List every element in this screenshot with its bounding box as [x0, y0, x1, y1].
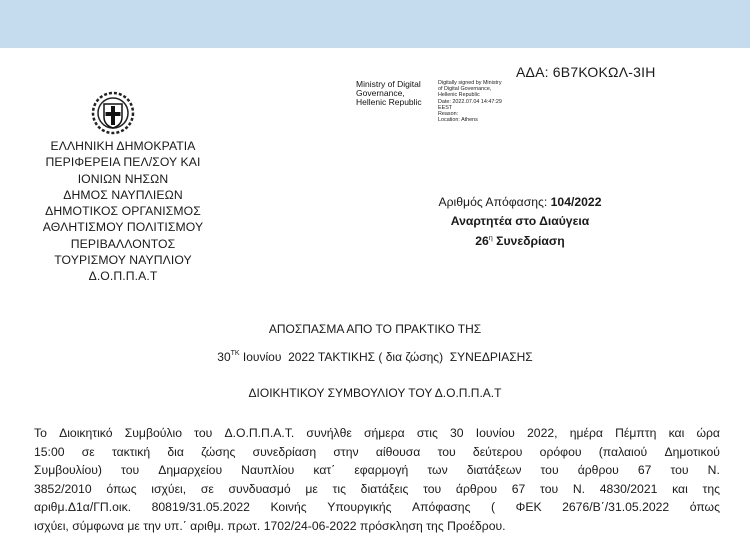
body-word: και — [672, 481, 688, 496]
body-word: 30 — [450, 426, 464, 440]
body-word: συνδυασμό — [228, 481, 291, 496]
body-word: συνήλθε — [306, 426, 352, 440]
body-word: του — [437, 444, 456, 459]
body-word: στην — [333, 444, 359, 459]
body-word: άρθρου — [455, 481, 498, 496]
body-word: εφαρμογή — [354, 463, 409, 478]
body-word: στις — [416, 426, 438, 440]
decision-info — [380, 193, 660, 251]
body-word: ( — [491, 500, 496, 515]
body-word: Διοικητικό — [59, 426, 113, 440]
body-word: Ν. — [707, 463, 720, 478]
body-word: δια — [167, 444, 184, 459]
extract-title: ΑΠΟΣΠΑΣΜΑ ΑΠΟ ΤΟ ΠΡΑΚΤΙΚΟ ΤΗΣ — [268, 322, 482, 336]
body-word: του — [540, 481, 559, 496]
body-word: διατάξεις — [360, 481, 409, 496]
body-word: όπως — [106, 481, 137, 496]
body-word: συνεδρίαση — [252, 444, 317, 459]
body-word: ημέρα — [569, 426, 603, 440]
body-word: του — [423, 481, 442, 496]
body-word: (παλαιού — [598, 444, 648, 459]
body-word: Συμβουλίου) — [34, 463, 102, 478]
body-word: σε — [81, 444, 95, 459]
body-word: δεύτερου — [472, 444, 523, 459]
board-title: ΔΙΟΙΚΗΤΙΚΟΥ ΣΥΜΒΟΥΛΙΟΥ ΤΟΥ Δ.Ο.Π.Π.Α.Τ — [248, 386, 502, 400]
viewer-top-bar — [0, 0, 750, 48]
body-word: άρθρου — [577, 463, 619, 478]
session-number: $26^\eta$ Συνεδρίαση — [475, 234, 565, 249]
body-word: 15:00 — [34, 444, 65, 459]
body-line — [34, 461, 720, 480]
body-word: του — [540, 463, 559, 478]
body-word: του — [121, 463, 140, 478]
body-word: τις — [332, 481, 346, 496]
body-word: 2676/Β΄/31.05.2022 — [562, 500, 670, 515]
body-word: Απόφασης — [412, 500, 471, 515]
body-word: 80819/31.05.2022 — [151, 500, 250, 515]
body-word: 67 — [637, 463, 652, 478]
ada-code: ΑΔΑ: 6Β7ΚΟΚΩΛ-3ΙΗ — [516, 64, 656, 80]
body-line — [34, 498, 720, 517]
body-word: αίθουσα — [375, 444, 421, 459]
body-word: 67 — [511, 481, 526, 496]
digital-signature-signer: Ministry of Digital Governance, Hellenic Republic — [356, 79, 422, 107]
issuing-authority: ΕΛΛΗΝΙΚΗ ΔΗΜΟΚΡΑΤΙΑ ΠΕΡΙΦΕΡΕΙΑ ΠΕΛ/ΣΟΥ ΚΑΙ ΙΟΝΙΩΝ ΝΗΣΩΝ ΔΗΜΟΣ ΝΑΥΠΛΙΕΩΝ ΔΗΜΟΤΙΚΟΣ ΟΡΓΑΝΙΣΜΟΣ ΑΘΛΗΤΙΣΜΟΥ ΠΟΛΙΤΙΣΜΟΥ ΠΕΡΙΒΑΛΛΟΝΤΟΣ ΤΟΥΡΙΣΜΟΥ ΝΑΥΠΛΙΟΥ Δ.Ο.Π.Π.Α.Τ — [42, 139, 204, 284]
body-word: Πέμπτη — [615, 426, 657, 440]
body-word: διατάξεων — [466, 463, 522, 478]
body-word: ισχύει, — [151, 481, 187, 496]
body-word: 4830/2021 — [599, 481, 658, 496]
body-word: της — [702, 481, 720, 496]
digital-signature-details: Digitally signed by Ministry of Digital Governance, Hellenic Republic Date: 2022.07.04 14:47:29 EEST Reason: Location: Athens — [438, 80, 502, 124]
body-word: αριθμ.Δ1α/ΓΠ.οικ. — [34, 500, 132, 515]
body-word: Δημοτικού — [664, 444, 720, 459]
body-word: Ιουνίου — [475, 426, 515, 440]
body-word: του — [194, 426, 213, 440]
body-word: Ναυπλίου — [241, 463, 295, 478]
body-line — [34, 443, 720, 462]
body-word: ορόφου — [539, 444, 582, 459]
body-word: ώρα — [696, 426, 720, 440]
body-line — [34, 480, 720, 499]
body-word: Υπουργικής — [327, 500, 392, 515]
body-word: τακτική — [111, 444, 151, 459]
body-line — [34, 517, 720, 536]
session-title: $30^{TK}$ Ιουνίου 2022 ΤΑΚΤΙΚΗΣ ( δια ζώσης) ΣΥΝΕΔΡΙΑΣΗΣ — [217, 350, 533, 364]
body-word: Το — [34, 426, 47, 440]
body-word: των — [427, 463, 448, 478]
body-word: Κοινής — [270, 500, 307, 515]
body-word: 2022, — [527, 426, 558, 440]
body-line — [34, 424, 720, 443]
body-word: σήμερα — [363, 426, 405, 440]
greek-coat-of-arms-icon — [90, 90, 136, 136]
body-word: 3852/2010 — [34, 481, 92, 496]
body-word: και — [668, 426, 685, 440]
decision-number: Αριθμός Απόφασης: 104/2022 — [438, 195, 602, 209]
body-word: του — [670, 463, 689, 478]
body-word: ζώσης — [201, 444, 236, 459]
body-word: σε — [200, 481, 214, 496]
body-word: Συμβούλιο — [124, 426, 182, 440]
body-word: Δ.Ο.Π.Π.Α.Τ. — [224, 426, 295, 440]
body-word: Δημαρχείου — [158, 463, 223, 478]
body-paragraph — [34, 424, 720, 536]
body-word: με — [305, 481, 318, 496]
body-word: κατ΄ — [313, 463, 336, 478]
posting-note: Αναρτητέα στο Διαύγεια — [450, 213, 590, 228]
body-word: Ν. — [572, 481, 586, 496]
body-word: ΦΕΚ — [515, 500, 542, 515]
body-word: όπως — [689, 500, 720, 515]
body-word: ισχύει, σύμφωνα με την υπ.΄ αριθμ. πρωτ. 1702/24-06-2022 πρόσκληση της Προέδρου. — [34, 518, 506, 533]
